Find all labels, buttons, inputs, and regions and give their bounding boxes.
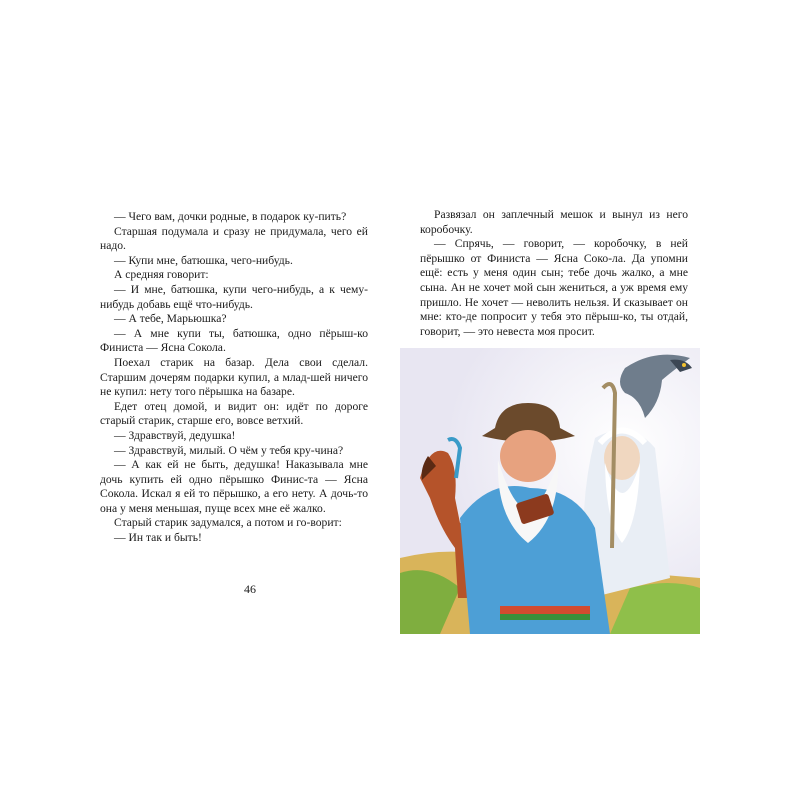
paragraph: — Здравствуй, милый. О чём у тебя кру-чина? [114,443,344,457]
illustration-image [400,348,700,634]
paragraph: — А как ей не быть, дедушка! Наказывала мне дочь купить ей одно пёрышко Финис-та — Ясна Сокола. Искал я ей то пёрышко, а его нету. А дочь-то она у меня меньшая, пуще всех мне её жалко. [100,458,368,515]
paragraph: — А мне купи ты, батюшка, одно пёрыш-ко Финиста — Ясна Сокола. [100,326,368,355]
paragraph: — Ин так и быть! [114,531,202,545]
illustration [400,348,700,634]
paragraph: — Спрячь, — говорит, — коробочку, в ней пёрышко от Финиста — Ясна Соко-ла. Да упомни ещё: есть у меня один сын; тебе дочь жалко, а мне сына. Ан не хочет мой сын жениться, а уж время ему пришло. Не хочет — неволить нельзя. И сказывает он мне: кто-де попросит у тебя это пёрыш-ко, ты отдай, говорит, — это невеста моя просит. [420,237,688,338]
paragraph: — Купи мне, батюшка, чего-нибудь. [114,253,293,267]
left-page [100,210,368,546]
paragraph: — Здравствуй, дедушка! [114,428,236,442]
paragraph: Развязал он заплечный мешок и вынул из него коробочку. [420,208,688,236]
paragraph: Старшая подумала и сразу не придумала, чего ей надо. [100,224,368,253]
right-page [420,208,688,339]
page-number: 46 [244,582,256,596]
paragraph: — И мне, батюшка, купи чего-нибудь, а к чему-нибудь добавь ещё что-нибудь. [100,282,368,311]
paragraph: А средняя говорит: [114,268,209,282]
paragraph: — А тебе, Марьюшка? [114,312,227,326]
paragraph: — Чего вам, дочки родные, в подарок ку-пить? [114,210,347,223]
paragraph: Поехал старик на базар. Дела свои сделал. Старшим дочерям подарки купил, а млад-шей ничего не купил: нету того пёрышка на базаре. [100,355,368,399]
paragraph: Едет отец домой, и видит он: идёт по дороге старый старик, старше его, вовсе ветхий. [100,399,368,428]
paragraph: Старый старик задумался, а потом и го-ворит: [114,516,342,530]
